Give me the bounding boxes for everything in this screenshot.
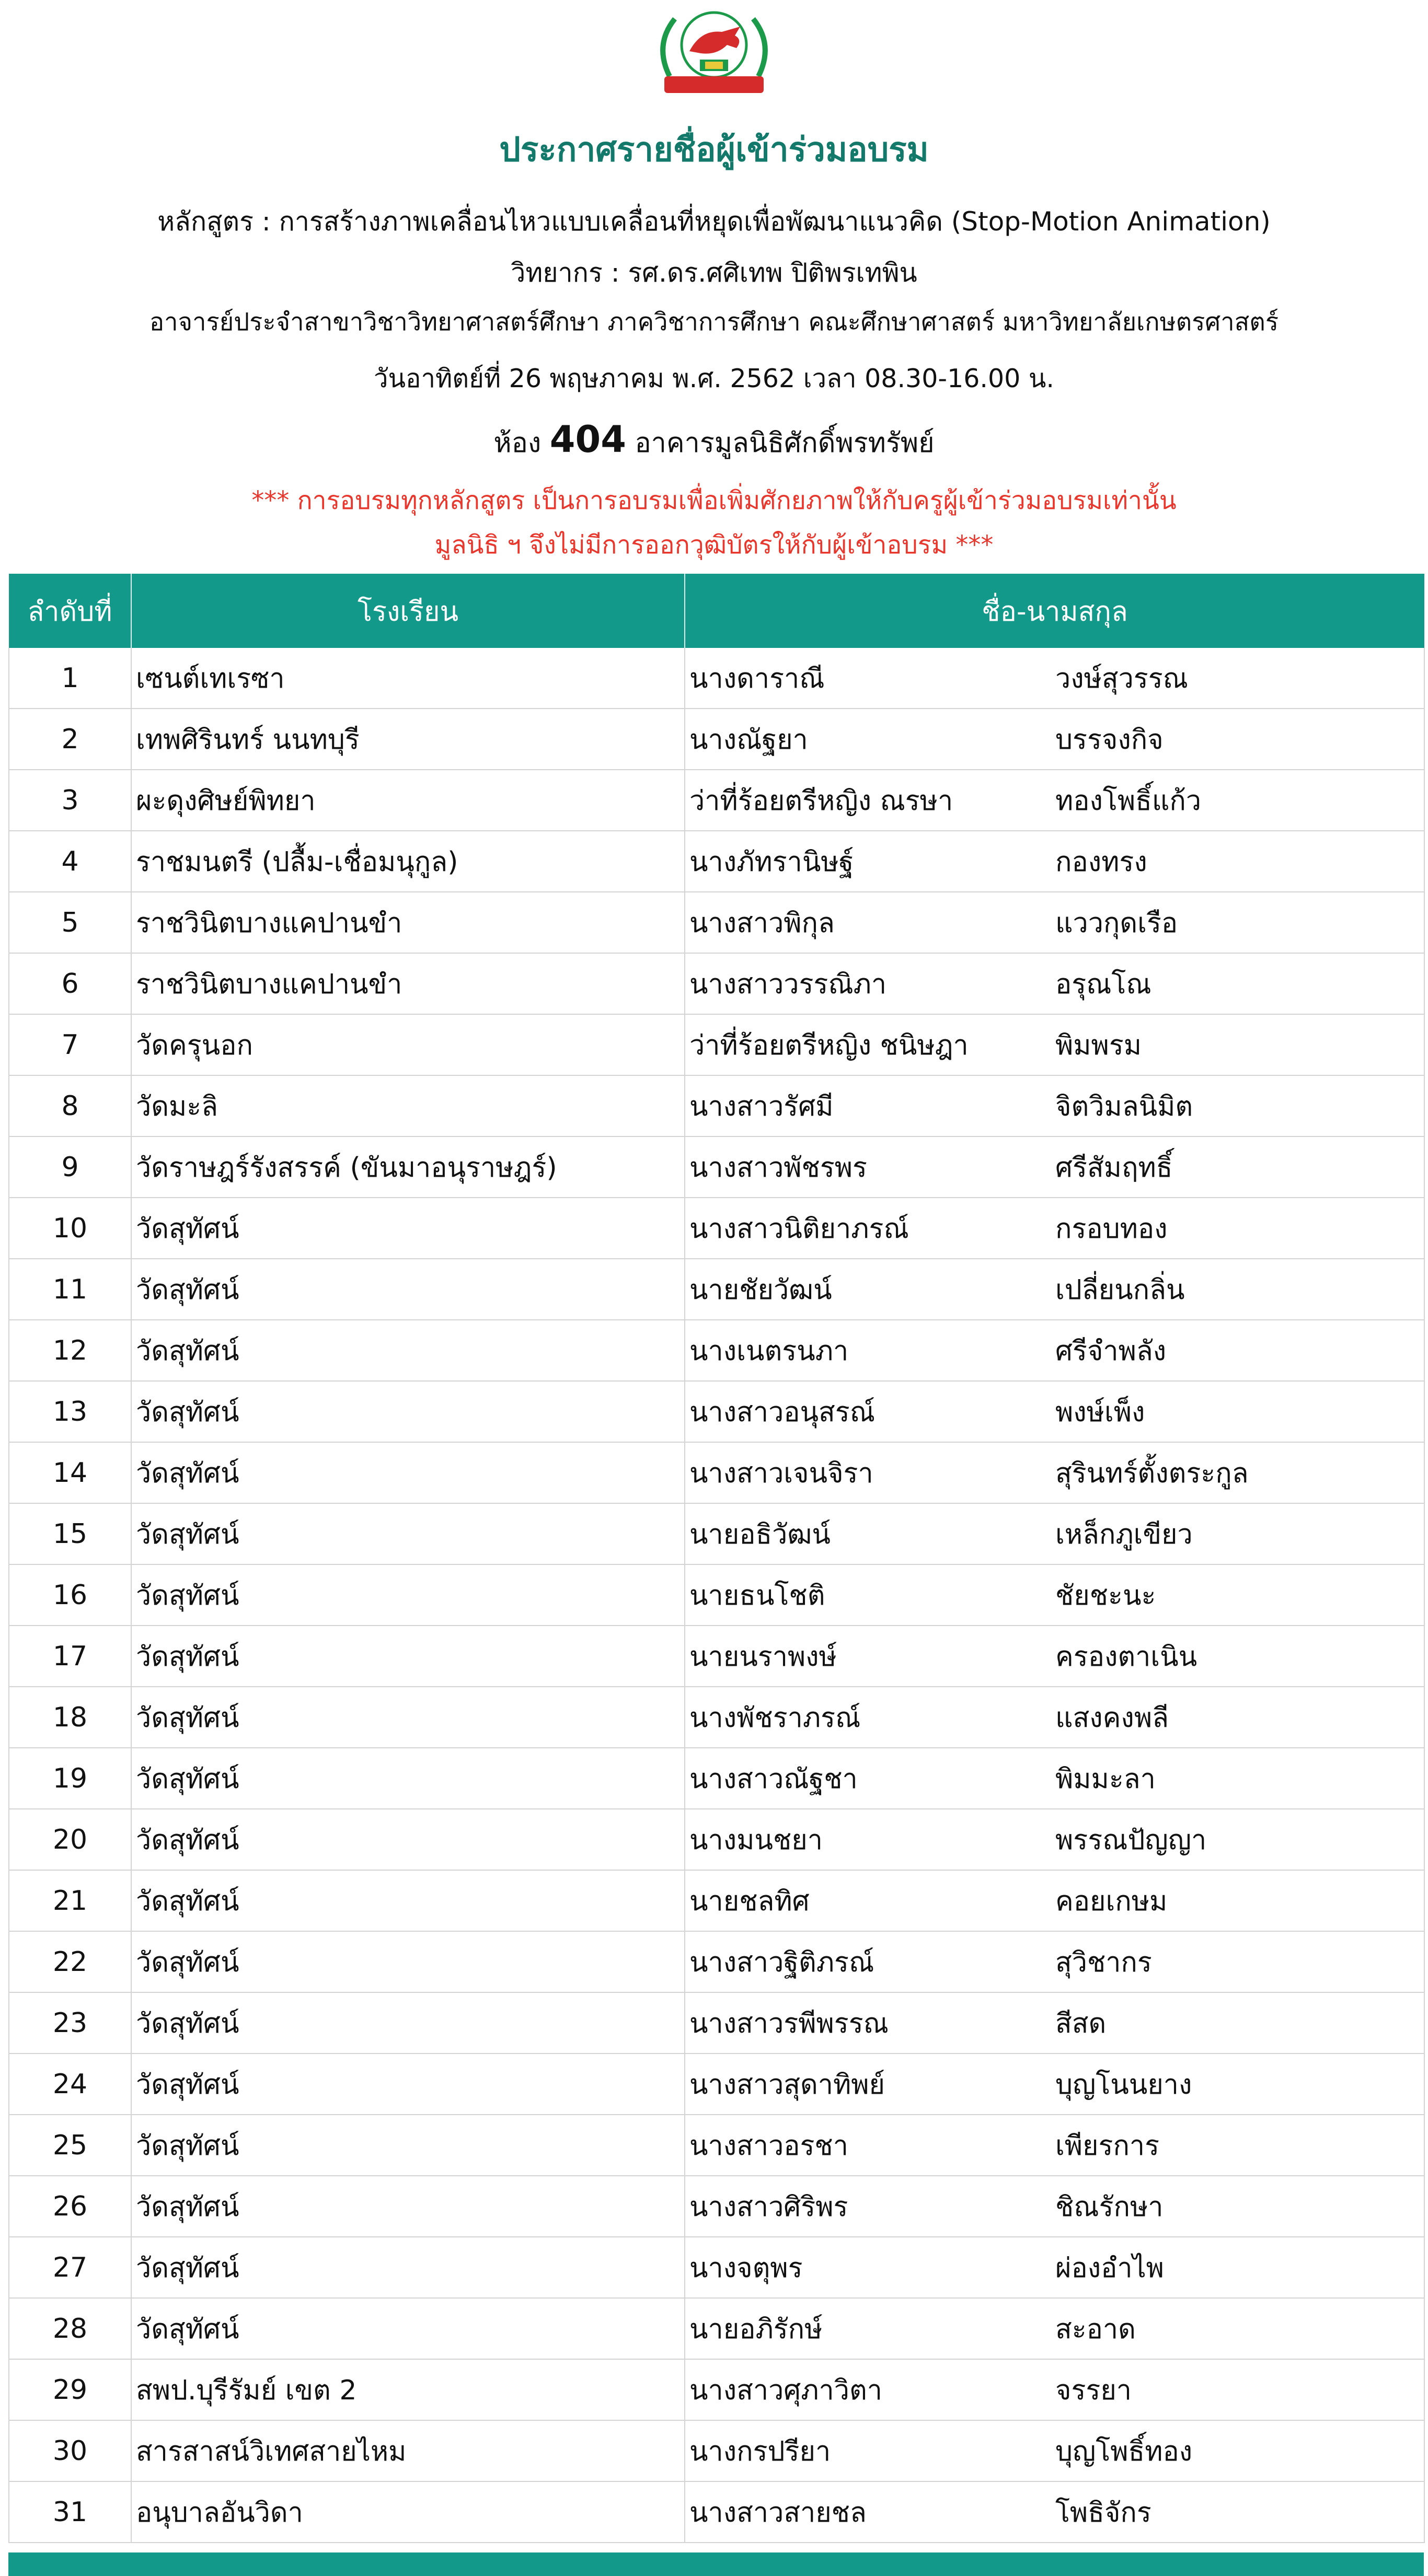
row-number: 3 <box>9 770 131 831</box>
participant-name <box>685 2298 1424 2359</box>
room-prefix: ห้อง <box>493 427 542 459</box>
table-row <box>9 1503 1424 1564</box>
last-name: ศรีจำพลัง <box>1055 1336 1167 1367</box>
school-name: วัดสุทัศน์ <box>131 1992 685 2053</box>
table-row <box>9 1198 1424 1259</box>
participant-name <box>685 1626 1424 1687</box>
first-name: นางมนชยา <box>689 1825 823 1856</box>
table-row <box>9 648 1424 709</box>
row-number: 29 <box>9 2359 131 2420</box>
last-name: ศรีสัมฤทธิ์ <box>1055 1152 1173 1183</box>
participant-name <box>685 2053 1424 2115</box>
table-row <box>9 2176 1424 2237</box>
row-number: 17 <box>9 1626 131 1687</box>
last-name: บุญโนนยาง <box>1055 2069 1192 2101</box>
last-name: วงษ์สุวรรณ <box>1055 663 1188 694</box>
last-name: อรุณโณ <box>1055 969 1151 1000</box>
last-name: ผ่องอำไพ <box>1055 2253 1164 2284</box>
last-name: ครองตาเนิน <box>1055 1641 1197 1673</box>
table-row <box>9 892 1424 953</box>
first-name: นางสาวรพีพรรณ <box>689 2008 889 2039</box>
last-name: เหล็กภูเขียว <box>1055 1519 1193 1550</box>
last-name: สุรินทร์ตั้งตระกูล <box>1055 1458 1249 1489</box>
school-name: วัดราษฎร์รังสรรค์ (ขันมาอนุราษฎร์) <box>131 1136 685 1198</box>
school-name: วัดสุทัศน์ <box>131 1748 685 1809</box>
school-name: อนุบาลอันวิดา <box>131 2481 685 2543</box>
school-name: วัดสุทัศน์ <box>131 2298 685 2359</box>
participant-name <box>685 892 1424 953</box>
row-number: 27 <box>9 2237 131 2298</box>
school-name: วัดสุทัศน์ <box>131 1259 685 1320</box>
first-name: นางพัชราภรณ์ <box>689 1702 861 1734</box>
date-time-line: วันอาทิตย์ที่ 26 พฤษภาคม พ.ศ. 2562 เวลา 08.30-16.00 น. <box>374 364 1054 393</box>
last-name: สะอาด <box>1055 2314 1136 2345</box>
row-number: 7 <box>9 1014 131 1075</box>
table-row <box>9 2298 1424 2359</box>
column-header-no: ลำดับที่ <box>9 574 131 648</box>
school-name: วัดครุนอก <box>131 1014 685 1075</box>
row-number: 12 <box>9 1320 131 1381</box>
table-row <box>9 2053 1424 2115</box>
last-name: ชิณรักษา <box>1055 2191 1164 2223</box>
school-name: วัดสุทัศน์ <box>131 2237 685 2298</box>
school-name: วัดสุทัศน์ <box>131 1442 685 1503</box>
first-name: ว่าที่ร้อยตรีหญิง ณรษา <box>689 785 953 817</box>
first-name: นายอภิรักษ์ <box>689 2314 823 2345</box>
first-name: นางณัฐยา <box>689 724 808 756</box>
first-name: นางเนตรนภา <box>689 1336 849 1367</box>
table-footer-bar <box>8 2552 1424 2576</box>
table-row <box>9 1870 1424 1931</box>
row-number: 4 <box>9 831 131 892</box>
row-number: 14 <box>9 1442 131 1503</box>
first-name: นางสาวพัชรพร <box>689 1152 867 1183</box>
participant-name <box>685 953 1424 1014</box>
last-name: สุวิชากร <box>1055 1947 1152 1978</box>
school-name: วัดสุทัศน์ <box>131 1931 685 1992</box>
last-name: เพียรการ <box>1055 2130 1160 2162</box>
last-name: พงษ์เพ็ง <box>1055 1397 1145 1428</box>
participant-name <box>685 648 1424 709</box>
school-name: เซนต์เทเรซา <box>131 648 685 709</box>
school-name: วัดสุทัศน์ <box>131 1564 685 1626</box>
row-number: 6 <box>9 953 131 1014</box>
room-number: 404 <box>549 418 626 461</box>
last-name: จรรยา <box>1055 2375 1132 2406</box>
participant-name <box>685 1992 1424 2053</box>
table-row <box>9 1748 1424 1809</box>
table-row <box>9 1014 1424 1075</box>
course-title: หลักสูตร : การสร้างภาพเคลื่อนไหวแบบเคลื่อนที่หยุดเพื่อพัฒนาแนวคิด (Stop-Motion Animation) <box>157 206 1271 237</box>
participant-name <box>685 2176 1424 2237</box>
table-row <box>9 770 1424 831</box>
row-number: 23 <box>9 1992 131 2053</box>
participant-name <box>685 1687 1424 1748</box>
room-line <box>0 418 1428 464</box>
first-name: นางสาวศุภาวิตา <box>689 2375 882 2406</box>
table-row <box>9 2359 1424 2420</box>
foundation-logo-horse-icon <box>643 3 785 102</box>
participant-name <box>685 770 1424 831</box>
participant-name <box>685 1748 1424 1809</box>
row-number: 1 <box>9 648 131 709</box>
first-name: นางสาววรรณิภา <box>689 969 887 1000</box>
table-row <box>9 1442 1424 1503</box>
first-name: นางสาวเจนจิรา <box>689 1458 873 1489</box>
participant-name <box>685 1198 1424 1259</box>
row-number: 10 <box>9 1198 131 1259</box>
participant-name <box>685 2420 1424 2481</box>
school-name: สารสาสน์วิเทศสายไหม <box>131 2420 685 2481</box>
first-name: นางภัทรานิษฐ์ <box>689 846 854 878</box>
table-row <box>9 2481 1424 2543</box>
first-name: นางดาราณี <box>689 663 825 694</box>
last-name: เปลี่ยนกลิ่น <box>1055 1274 1185 1306</box>
participant-name <box>685 2237 1424 2298</box>
first-name: นางสาวสายชล <box>689 2497 867 2528</box>
school-name: ราชมนตรี (ปลื้ม-เชื่อมนุกูล) <box>131 831 685 892</box>
participant-name <box>685 709 1424 770</box>
last-name: พิมมะลา <box>1055 1763 1156 1795</box>
school-name: วัดสุทัศน์ <box>131 1198 685 1259</box>
first-name: นางสาวรัศมี <box>689 1091 834 1122</box>
last-name: กรอบทอง <box>1055 1213 1168 1245</box>
first-name: นายอธิวัฒน์ <box>689 1519 831 1550</box>
first-name: นางสาวนิติยาภรณ์ <box>689 1213 909 1245</box>
school-name: เทพศิรินทร์ นนทบุรี <box>131 709 685 770</box>
table-row <box>9 2115 1424 2176</box>
last-name: ชัยชะนะ <box>1055 1580 1156 1611</box>
participant-name <box>685 1136 1424 1198</box>
row-number: 9 <box>9 1136 131 1198</box>
row-number: 13 <box>9 1381 131 1442</box>
first-name: นางสาวศิริพร <box>689 2191 848 2223</box>
participant-name <box>685 831 1424 892</box>
row-number: 5 <box>9 892 131 953</box>
participant-name <box>685 1381 1424 1442</box>
first-name: นายธนโชติ <box>689 1580 825 1611</box>
last-name: พิมพรม <box>1055 1030 1142 1061</box>
participant-name <box>685 1870 1424 1931</box>
row-number: 30 <box>9 2420 131 2481</box>
table-row <box>9 1564 1424 1626</box>
row-number: 24 <box>9 2053 131 2115</box>
speaker-line: วิทยากร : รศ.ดร.ศศิเทพ ปิติพรเทพิน <box>511 258 917 288</box>
school-name: ราชวินิตบางแคปานขำ <box>131 953 685 1014</box>
first-name: นายชลทิศ <box>689 1886 810 1917</box>
table-row <box>9 1626 1424 1687</box>
last-name: จิตวิมลนิมิต <box>1055 1091 1193 1122</box>
last-name: แววกุดเรือ <box>1055 908 1178 939</box>
column-header-school: โรงเรียน <box>131 574 685 648</box>
page-title: ประกาศรายชื่อผู้เข้าร่วมอบรม <box>499 131 929 169</box>
first-name: นางสาวอรชา <box>689 2130 848 2162</box>
last-name: ทองโพธิ์แก้ว <box>1055 785 1202 817</box>
school-name: วัดสุทัศน์ <box>131 2115 685 2176</box>
school-name: วัดสุทัศน์ <box>131 1809 685 1870</box>
row-number: 20 <box>9 1809 131 1870</box>
participant-name <box>685 1320 1424 1381</box>
row-number: 31 <box>9 2481 131 2543</box>
last-name: บุญโพธิ์ทอง <box>1055 2436 1193 2467</box>
school-name: วัดสุทัศน์ <box>131 1381 685 1442</box>
school-name: วัดสุทัศน์ <box>131 1626 685 1687</box>
first-name: นางสาวอนุสรณ์ <box>689 1397 875 1428</box>
participant-name <box>685 2115 1424 2176</box>
school-name: ผะดุงศิษย์พิทยา <box>131 770 685 831</box>
row-number: 26 <box>9 2176 131 2237</box>
participant-name <box>685 2481 1424 2543</box>
table-header-row <box>9 574 1424 648</box>
first-name: นายชัยวัฒน์ <box>689 1274 832 1306</box>
first-name: นางสาวฐิติภรณ์ <box>689 1947 874 1978</box>
participant-name <box>685 1442 1424 1503</box>
last-name: แสงคงพลี <box>1055 1702 1169 1734</box>
first-name: นางสาวพิกุล <box>689 908 835 939</box>
school-name: วัดสุทัศน์ <box>131 1870 685 1931</box>
last-name: บรรจงกิจ <box>1055 724 1164 756</box>
row-number: 11 <box>9 1259 131 1320</box>
room-building: อาคารมูลนิธิศักดิ์พรทรัพย์ <box>635 427 935 459</box>
column-header-name: ชื่อ-นามสกุล <box>685 574 1424 648</box>
table-row <box>9 1320 1424 1381</box>
row-number: 15 <box>9 1503 131 1564</box>
table-row <box>9 831 1424 892</box>
school-name: วัดมะลิ <box>131 1075 685 1136</box>
school-name: วัดสุทัศน์ <box>131 1687 685 1748</box>
table-row <box>9 1931 1424 1992</box>
participant-name <box>685 1931 1424 1992</box>
table-row <box>9 1075 1424 1136</box>
school-name: วัดสุทัศน์ <box>131 2176 685 2237</box>
table-row <box>9 2237 1424 2298</box>
first-name: นางสาวณัฐชา <box>689 1763 858 1795</box>
school-name: วัดสุทัศน์ <box>131 1503 685 1564</box>
table-row <box>9 1809 1424 1870</box>
first-name: นางกรปรียา <box>689 2436 831 2467</box>
last-name: สีสด <box>1055 2008 1107 2039</box>
school-name: วัดสุทัศน์ <box>131 1320 685 1381</box>
table-row <box>9 1992 1424 2053</box>
table-row <box>9 953 1424 1014</box>
table-row <box>9 2420 1424 2481</box>
participant-name <box>685 1014 1424 1075</box>
table-body <box>9 648 1424 2543</box>
row-number: 16 <box>9 1564 131 1626</box>
participant-name <box>685 1809 1424 1870</box>
row-number: 19 <box>9 1748 131 1809</box>
table-row <box>9 709 1424 770</box>
row-number: 28 <box>9 2298 131 2359</box>
row-number: 2 <box>9 709 131 770</box>
table-row <box>9 1259 1424 1320</box>
school-name: ราชวินิตบางแคปานขำ <box>131 892 685 953</box>
row-number: 25 <box>9 2115 131 2176</box>
last-name: พรรณปัญญา <box>1055 1825 1207 1856</box>
participant-name <box>685 1503 1424 1564</box>
first-name: ว่าที่ร้อยตรีหญิง ชนิษฎา <box>689 1030 969 1061</box>
first-name: นายนราพงษ์ <box>689 1641 837 1673</box>
last-name: โพธิจักร <box>1055 2497 1151 2528</box>
first-name: นางสาวสุดาทิพย์ <box>689 2069 885 2101</box>
participant-name <box>685 1259 1424 1320</box>
table-row <box>9 1136 1424 1198</box>
row-number: 8 <box>9 1075 131 1136</box>
notice-line-2: มูลนิธิ ฯ จึงไม่มีการออกวุฒิบัตรให้กับผู้เข้าอบรม *** <box>434 530 994 560</box>
speaker-affiliation: อาจารย์ประจำสาขาวิชาวิทยาศาสตร์ศึกษา ภาควิชาการศึกษา คณะศึกษาศาสตร์ มหาวิทยาลัยเกษตรศาสตร์ <box>149 308 1279 336</box>
row-number: 18 <box>9 1687 131 1748</box>
school-name: สพป.บุรีรัมย์ เขต 2 <box>131 2359 685 2420</box>
table-row <box>9 1687 1424 1748</box>
row-number: 21 <box>9 1870 131 1931</box>
table-row <box>9 1381 1424 1442</box>
participant-table <box>8 574 1425 2543</box>
participant-name <box>685 1075 1424 1136</box>
first-name: นางจตุพร <box>689 2253 803 2284</box>
row-number: 22 <box>9 1931 131 1992</box>
last-name: คอยเกษม <box>1055 1886 1168 1917</box>
last-name: กองทรง <box>1055 846 1147 878</box>
school-name: วัดสุทัศน์ <box>131 2053 685 2115</box>
participant-name <box>685 2359 1424 2420</box>
notice-line-1: *** การอบรมทุกหลักสูตร เป็นการอบรมเพื่อเพิ่มศักยภาพให้กับครูผู้เข้าร่วมอบรมเท่านั้น <box>251 486 1177 515</box>
participant-name <box>685 1564 1424 1626</box>
